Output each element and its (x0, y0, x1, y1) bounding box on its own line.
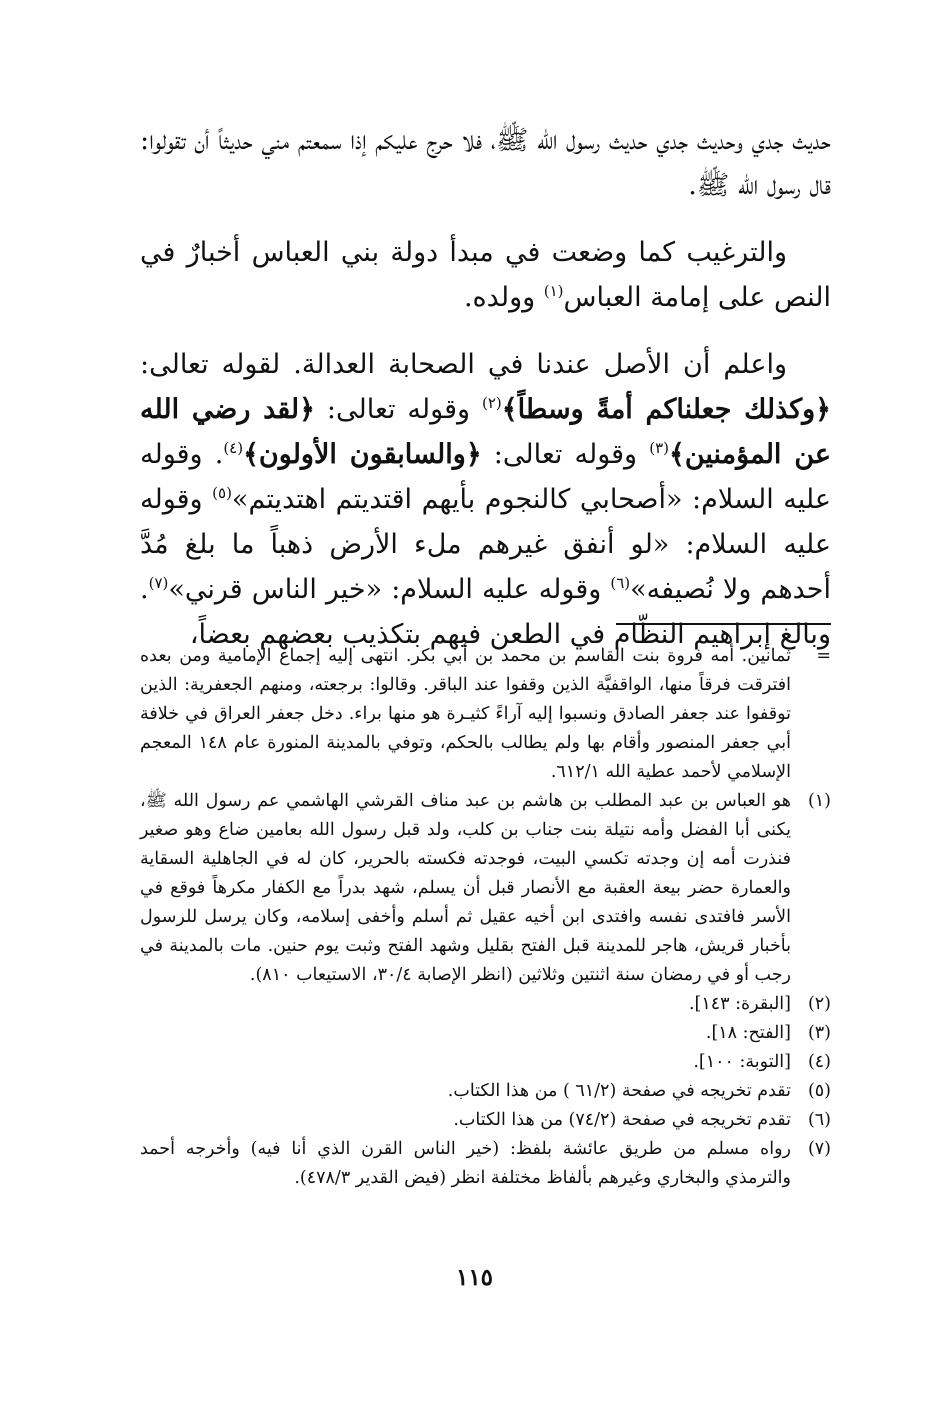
paragraph-3-text: . وقوله عليه السلام: «أصحابي كالنجوم بأيهم اقتديتم اهتديتم» (140, 439, 831, 515)
footnote-1 (140, 787, 831, 990)
footnote-7 (140, 1135, 831, 1193)
footnote-marker-6[interactable]: (٦) (610, 574, 631, 592)
footnote-text: رواه مسلم من طريق عائشة بلفظ: (خير الناس القرن الذي أنا فيه) وأخرجه أحمد والترمذي والبخاري وغيرهم بألفاظ مختلفة انظر (فيض القدير ٤٧٨/٣). (140, 1139, 791, 1188)
quran-verse: ﴿وكذلك جعلناكم أمةً وسطاً﴾ (501, 394, 832, 425)
footnote-marker-3[interactable]: (٣) (649, 439, 669, 457)
footnote-marker-7[interactable]: (٧) (148, 574, 169, 592)
footnote-number: (١) (807, 791, 831, 811)
paragraph-2-text-end: وولده. (463, 282, 544, 313)
paragraph-3-text: وقوله تعالى: (314, 394, 482, 425)
paragraph-3-text: وقوله تعالى: (481, 439, 650, 470)
footnote-marker-5[interactable]: (٥) (212, 484, 232, 502)
footnote-marker-1[interactable]: (١) (543, 282, 564, 300)
footnotes (140, 642, 831, 1193)
footnote-6 (140, 1106, 831, 1135)
paragraph-3-text: . وبالغ إبراهيم النظّام في الطعن فيهم بتكذيب بعضهم بعضاً، (140, 574, 831, 650)
footnote-text: تقدم تخريجه في صفحة (٧٤/٢) من هذا الكتاب. (453, 1110, 791, 1130)
footnote-4 (140, 1048, 831, 1077)
footnote-marker-4[interactable]: (٤) (223, 439, 244, 457)
footnote-text: [الفتح: ١٨]. (705, 1023, 791, 1043)
page-number: ١١٥ (455, 1264, 494, 1291)
footnote-number: (٥) (807, 1081, 831, 1101)
footnote-marker-2[interactable]: (٢) (481, 394, 502, 412)
footnote-number: (٤) (807, 1052, 831, 1072)
footnote-3 (140, 1019, 831, 1048)
footnote-text: [البقرة: ١٤٣]. (688, 994, 791, 1014)
paragraph-1: حديث جدي وحديث جدي حديث رسول الله ﷺ، فلا حرج عليكم إذا سمعتم مني حديثاً أن تقولوا: قال رسول الله ﷺ. (140, 125, 831, 201)
footnote-text: [التوبة: ١٠٠]. (693, 1052, 791, 1072)
footnote-text: ثمانين. أمه فروة بنت القاسم بن محمد بن أبي بكر. انتهى إليه إجماع الإمامية ومن بعده افترقت فرقاً منها، الواقفيَّة الذين وقفوا عند الباقر. وقالوا: برجعته، ومنهم الجعفرية: الذين توقفوا عند جعفر الصادق ونسبوا إليه آراءً كثيـرة هو منها براء. دخل جعفر العراق في خلافة أبي جعفر المنصور وأقام بها ولم يطالب بالحكم، وتوفي بالمدينة المنورة عام ١٤٨ المعجم الإسلامي لأحمد عطية الله ٦١٢/١. (140, 646, 791, 782)
footnote-number: (٣) (807, 1023, 831, 1043)
footnote-text: هو العباس بن عبد المطلب بن هاشم بن عبد مناف القرشي الهاشمي عم رسول الله ﷺ، يكنى أبا الفضل وأمه نتيلة بنت جناب بن كلب، ولد قبل رسول الله بعامين ضاع وهو صغير فنذرت أمه إن وجدته تكسي البيت، فوجدته فكسته بالحرير، كان له في الجاهلية السقاية والعمارة حضر بيعة العقبة مع الأنصار قبل أن يسلم، شهد بدراً مع الكفار مكرهاً فوقع في الأسر فافتدى نفسه وافتدى ابن أخيه عقيل ثم أسلم وأخفى إسلامه، وكان يرسل للرسول بأخبار قريش، هاجر للمدينة قبل الفتح بقليل وشهد الفتح وثبت يوم حنين. مات بالمدينة في رجب أو في رمضان سنة اثنتين وثلاثين (انظر الإصابة ٣٠/٤، الاستيعاب ٨١٠). (140, 791, 791, 985)
footnote-2 (140, 990, 831, 1019)
quran-verse: ﴿والسابقون الأولون﴾ (243, 439, 482, 470)
footnote-continuation (140, 642, 831, 787)
quran-verse: ﴿لقد رضي الله عن المؤمنين﴾ (140, 394, 832, 470)
paragraph-2-text: والترغيب كما وضعت في مبدأ دولة بني العباس أخبارٌ في النص على إمامة العباس (140, 237, 831, 313)
paragraph-3-text: وقوله عليه السلام: «لو أنفق غيرهم ملء الأرض ذهباً ما بلغ مُدَّ أحدهم ولا نُصيفه» (140, 484, 831, 605)
paragraph-2 (140, 230, 831, 320)
paragraph-3-text: واعلم أن الأصل عندنا في الصحابة العدالة. لقوله تعالى: (140, 349, 787, 380)
paragraph-3 (140, 342, 831, 657)
footnote-divider (616, 623, 831, 625)
paragraph-3-text: وقوله عليه السلام: «خير الناس قرني» (168, 574, 611, 605)
main-text (140, 118, 831, 679)
footnote-number: = (816, 646, 831, 666)
footnote-text: تقدم تخريجه في صفحة (٦١/٢ ) من هذا الكتاب. (447, 1081, 791, 1101)
footnote-number: (٦) (807, 1110, 831, 1130)
footnote-number: (٢) (807, 994, 831, 1014)
footnote-number: (٧) (807, 1139, 831, 1159)
footnote-5 (140, 1077, 831, 1106)
